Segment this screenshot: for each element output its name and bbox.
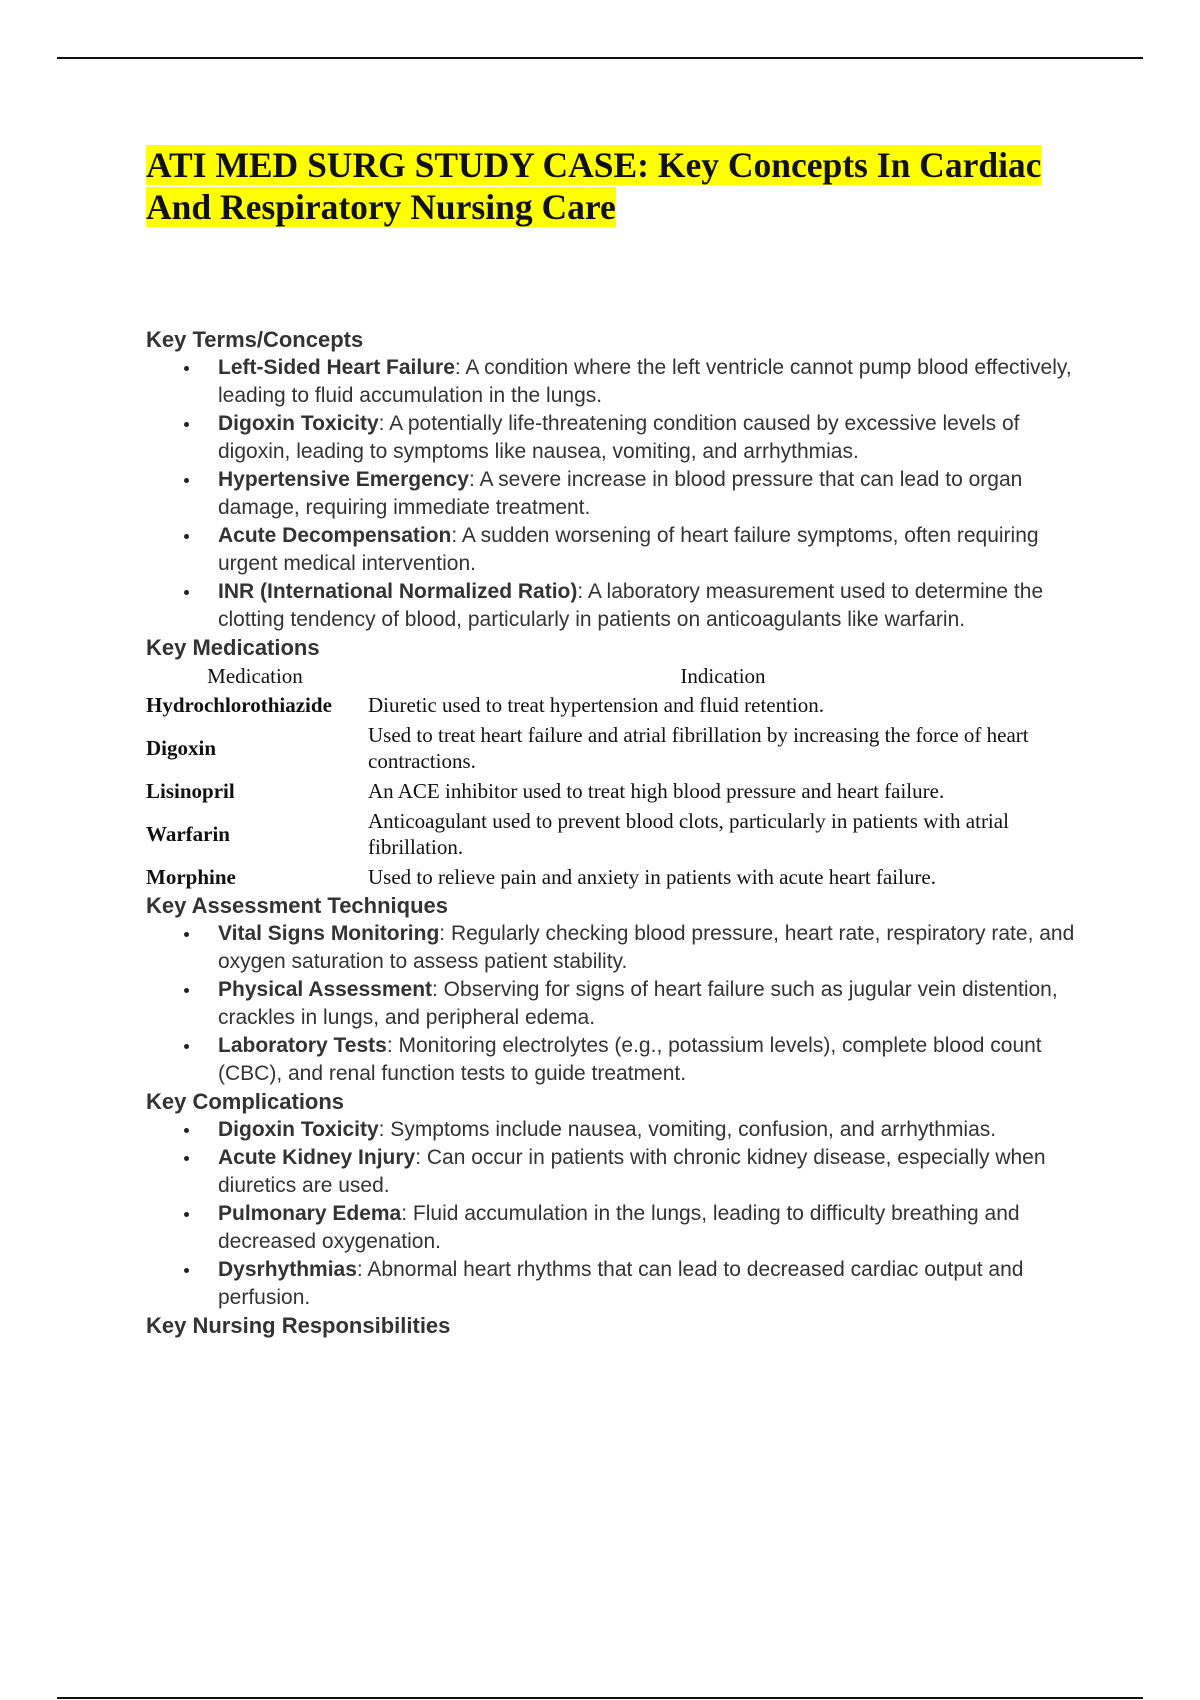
term-description: : A potentially life-threatening condition caused by excessive levels of digoxin, leading to symptoms like nausea, vomiting, and arrhythmias. xyxy=(218,412,1020,463)
term: Acute Kidney Injury xyxy=(218,1146,416,1169)
list-item xyxy=(146,1256,1096,1312)
term-description: : Abnormal heart rhythms that can lead to decreased cardiac output and perfusion. xyxy=(218,1258,1024,1309)
table-row xyxy=(144,862,1080,892)
medication-indication: An ACE inhibitor used to treat high blood pressure and heart failure. xyxy=(368,779,945,803)
medication-indication: Used to treat heart failure and atrial fibrillation by increasing the force of heart contractions. xyxy=(368,723,1029,773)
medication-name: Lisinopril xyxy=(146,779,235,803)
key-assessment-list xyxy=(146,920,1096,1088)
medication-name: Digoxin xyxy=(146,736,217,760)
term-description: : A severe increase in blood pressure that can lead to organ damage, requiring immediate treatment. xyxy=(218,468,1023,519)
term: INR (International Normalized Ratio) xyxy=(218,580,578,603)
list-item xyxy=(146,976,1096,1032)
key-assessment-heading: Key Assessment Techniques xyxy=(146,893,449,918)
table-row xyxy=(144,806,1080,862)
list-item xyxy=(146,522,1096,578)
table-row xyxy=(144,776,1080,806)
list-item xyxy=(146,1032,1096,1088)
term: Left-Sided Heart Failure xyxy=(218,356,455,379)
term-description: : Symptoms include nausea, vomiting, confusion, and arrhythmias. xyxy=(378,1118,997,1141)
term: Vital Signs Monitoring xyxy=(218,922,440,945)
list-item xyxy=(146,578,1096,634)
top-rule xyxy=(57,57,1143,59)
term: Acute Decompensation xyxy=(218,524,452,547)
document-body xyxy=(146,326,1096,1340)
term-description: : A laboratory measurement used to determine the clotting tendency of blood, particularly in patients on anticoagulants like warfarin. xyxy=(218,580,1044,631)
term-description: : Monitoring electrolytes (e.g., potassium levels), complete blood count (CBC), and renal function tests to guide treatment. xyxy=(218,1034,1042,1085)
list-item xyxy=(146,410,1096,466)
list-item xyxy=(146,466,1096,522)
key-complications-heading: Key Complications xyxy=(146,1089,345,1114)
key-terms-list xyxy=(146,354,1096,634)
term-description: : A condition where the left ventricle cannot pump blood effectively, leading to fluid accumulation in the lungs. xyxy=(218,356,1072,407)
medication-name: Warfarin xyxy=(146,822,230,846)
term: Digoxin Toxicity xyxy=(218,412,379,435)
term: Hypertensive Emergency xyxy=(218,468,469,491)
title-line-1: ATI MED SURG STUDY CASE: Key Concepts In Cardiac xyxy=(146,145,1042,185)
list-item xyxy=(146,354,1096,410)
key-medications-heading: Key Medications xyxy=(146,635,320,660)
list-item xyxy=(146,1116,1096,1144)
list-item xyxy=(146,1144,1096,1200)
term: Pulmonary Edema xyxy=(218,1202,402,1225)
term: Laboratory Tests xyxy=(218,1034,387,1057)
term-description: : Fluid accumulation in the lungs, leading to difficulty breathing and decreased oxygenation. xyxy=(218,1202,1020,1253)
title-line-2: And Respiratory Nursing Care xyxy=(146,187,616,227)
list-item xyxy=(146,1200,1096,1256)
table-row xyxy=(144,720,1080,776)
term-description: : Observing for signs of heart failure such as jugular vein distention, crackles in lungs, and peripheral edema. xyxy=(218,978,1058,1029)
bottom-rule xyxy=(57,1697,1143,1699)
term-description: : A sudden worsening of heart failure symptoms, often requiring urgent medical intervention. xyxy=(218,524,1039,575)
column-header-medication: Medication xyxy=(207,664,303,688)
key-terms-heading: Key Terms/Concepts xyxy=(146,327,364,352)
list-item xyxy=(146,920,1096,976)
term-description: : Can occur in patients with chronic kidney disease, especially when diuretics are used. xyxy=(218,1146,1046,1197)
medications-table xyxy=(144,662,1080,892)
medication-name: Hydrochlorothiazide xyxy=(146,693,332,717)
medication-indication: Diuretic used to treat hypertension and fluid retention. xyxy=(368,693,825,717)
table-row xyxy=(144,690,1080,720)
term: Digoxin Toxicity xyxy=(218,1118,379,1141)
column-header-indication: Indication xyxy=(680,664,766,688)
key-nursing-heading: Key Nursing Responsibilities xyxy=(146,1313,451,1338)
medication-indication: Used to relieve pain and anxiety in patients with acute heart failure. xyxy=(368,865,936,889)
term-description: : Regularly checking blood pressure, heart rate, respiratory rate, and oxygen saturation to assess patient stability. xyxy=(218,922,1075,973)
medication-name: Morphine xyxy=(146,865,236,889)
document-title xyxy=(146,144,1086,228)
key-complications-list xyxy=(146,1116,1096,1312)
term: Dysrhythmias xyxy=(218,1258,357,1281)
table-header-row xyxy=(144,662,1080,690)
term: Physical Assessment xyxy=(218,978,433,1001)
medication-indication: Anticoagulant used to prevent blood clots, particularly in patients with atrial fibrillation. xyxy=(368,809,1009,859)
